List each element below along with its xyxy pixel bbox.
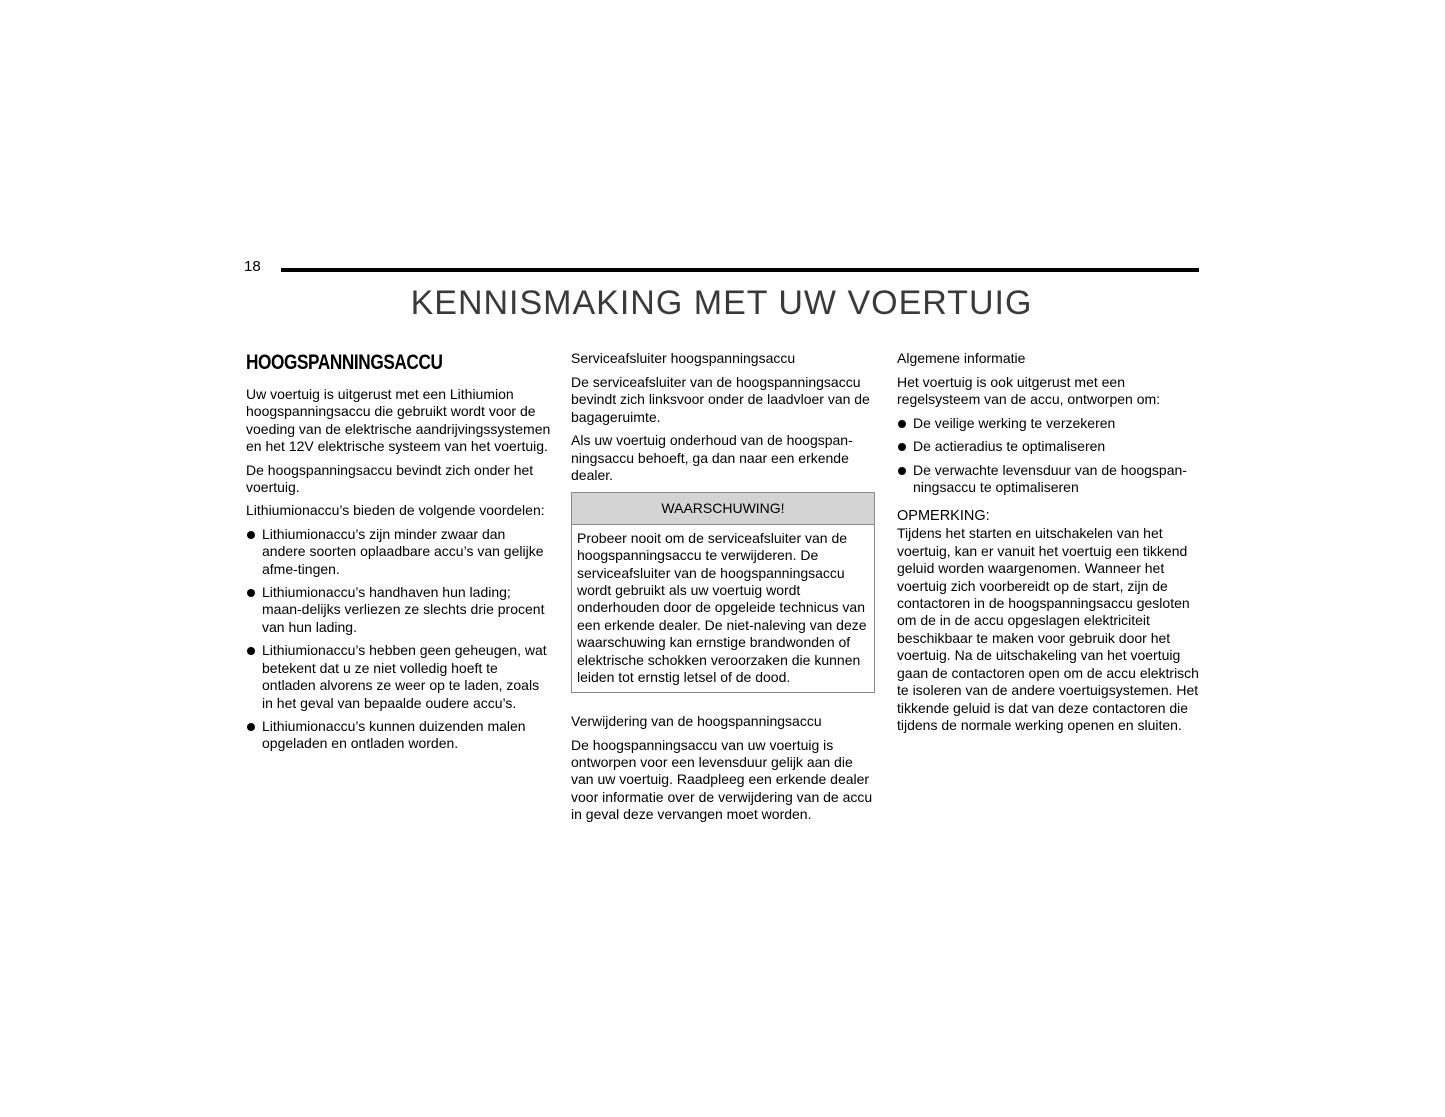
list-item: Lithiumionaccu’s kunnen duizenden malen opgeladen en ontladen worden.	[246, 718, 551, 753]
service-dealer-paragraph: Als uw voertuig onderhoud van de hoogspan-ningsaccu behoeft, ga dan naar een erkende dealer.	[571, 432, 853, 484]
column-right	[897, 350, 1202, 740]
page-number: 18	[244, 258, 261, 275]
list-item: De verwachte levensduur van de hoogspan-ningsaccu te optimaliseren	[897, 462, 1202, 497]
warning-title: WAARSCHUWING!	[572, 493, 874, 524]
warning-text: Probeer nooit om de serviceafsluiter van de hoogspanningsaccu te verwijderen. De serviceafsluiter van de hoogspanningsaccu wordt gebruikt als uw voertuig wordt onderhouden door de opgeleide technicus van een erkende dealer. De niet-naleving van deze waarschuwing kan ernstige brandwonden of elektrische schokken veroorzaken die kunnen leiden tot ernstig letsel of de dood.	[577, 529, 867, 686]
warning-box	[571, 492, 875, 692]
list-item: De veilige werking te verzekeren	[897, 415, 1202, 432]
note-text: Tijdens het starten en uitschakelen van het voertuig, kan er vanuit het voertuig een tikkend geluid worden waargenomen. Wanneer het voertuig zich voorbereidt op de start, zijn de contactoren in de hoogspanningsaccu gesloten om de in de accu opgeslagen elektriciteit beschikbaar te maken voor gebruik door het voertuig. Na de uitschakeling van het voertuig gaan de contactoren open om de accu elektrisch te isoleren van de andere voertuigsystemen. Het tikkende geluid is dat van deze contactoren die tijdens de normale werking openen en sluiten.	[897, 525, 1199, 733]
removal-paragraph: De hoogspanningsaccu van uw voertuig is ontworpen voor een levensduur gelijk aan die van uw voertuig. Raadpleeg een erkende dealer voor informatie over de verwijdering van de accu in geval deze vervangen moet worden.	[571, 736, 873, 823]
service-disconnect-heading: Serviceafsluiter hoogspanningsaccu	[571, 350, 796, 366]
purpose-list	[897, 415, 1202, 497]
chapter-title: KENNISMAKING MET UW VOERTUIG	[410, 284, 1033, 322]
header-rule	[281, 268, 1199, 272]
general-info-paragraph: Het voertuig is ook uitgerust met een regelsysteem van de accu, ontworpen om:	[897, 374, 1161, 408]
removal-heading: Verwijdering van de hoogspanningsaccu	[571, 712, 822, 729]
list-item: Lithiumionaccu’s hebben geen geheugen, wat betekent dat u ze niet volledig hoeft te ontladen alvorens ze weer op te laden, zoals in het geval van bepaalde oudere accu’s.	[246, 642, 551, 712]
list-item: Lithiumionaccu’s zijn minder zwaar dan andere soorten oplaadbare accu’s van gelijke afme-tingen.	[246, 526, 551, 578]
advantages-list	[246, 526, 551, 753]
service-disconnect-paragraph: De serviceafsluiter van de hoogspanningsaccu bevindt zich linksvoor onder de laadvloer van de bagageruimte.	[571, 374, 870, 425]
list-item: Lithiumionaccu’s handhaven hun lading; maan-delijks verliezen ze slechts drie procent van hun lading.	[246, 584, 551, 636]
column-left	[246, 350, 551, 759]
list-item: De actieradius te optimaliseren	[897, 438, 1202, 455]
general-info-heading: Algemene informatie	[897, 350, 1026, 366]
section-title: HOOGSPANNINGSACCU	[246, 351, 443, 374]
intro-paragraph: Uw voertuig is uitgerust met een Lithiumion hoogspanningsaccu die gebruikt wordt voor de voeding van de elektrische aandrijvingssystemen en het 12V elektrische systeem van het voertuig.	[246, 386, 551, 455]
note-label: OPMERKING:	[897, 508, 990, 525]
column-middle	[571, 350, 876, 830]
location-paragraph: De hoogspanningsaccu bevindt zich onder het voertuig.	[246, 461, 534, 496]
advantages-intro: Lithiumionaccu’s bieden de volgende voordelen:	[246, 502, 545, 519]
